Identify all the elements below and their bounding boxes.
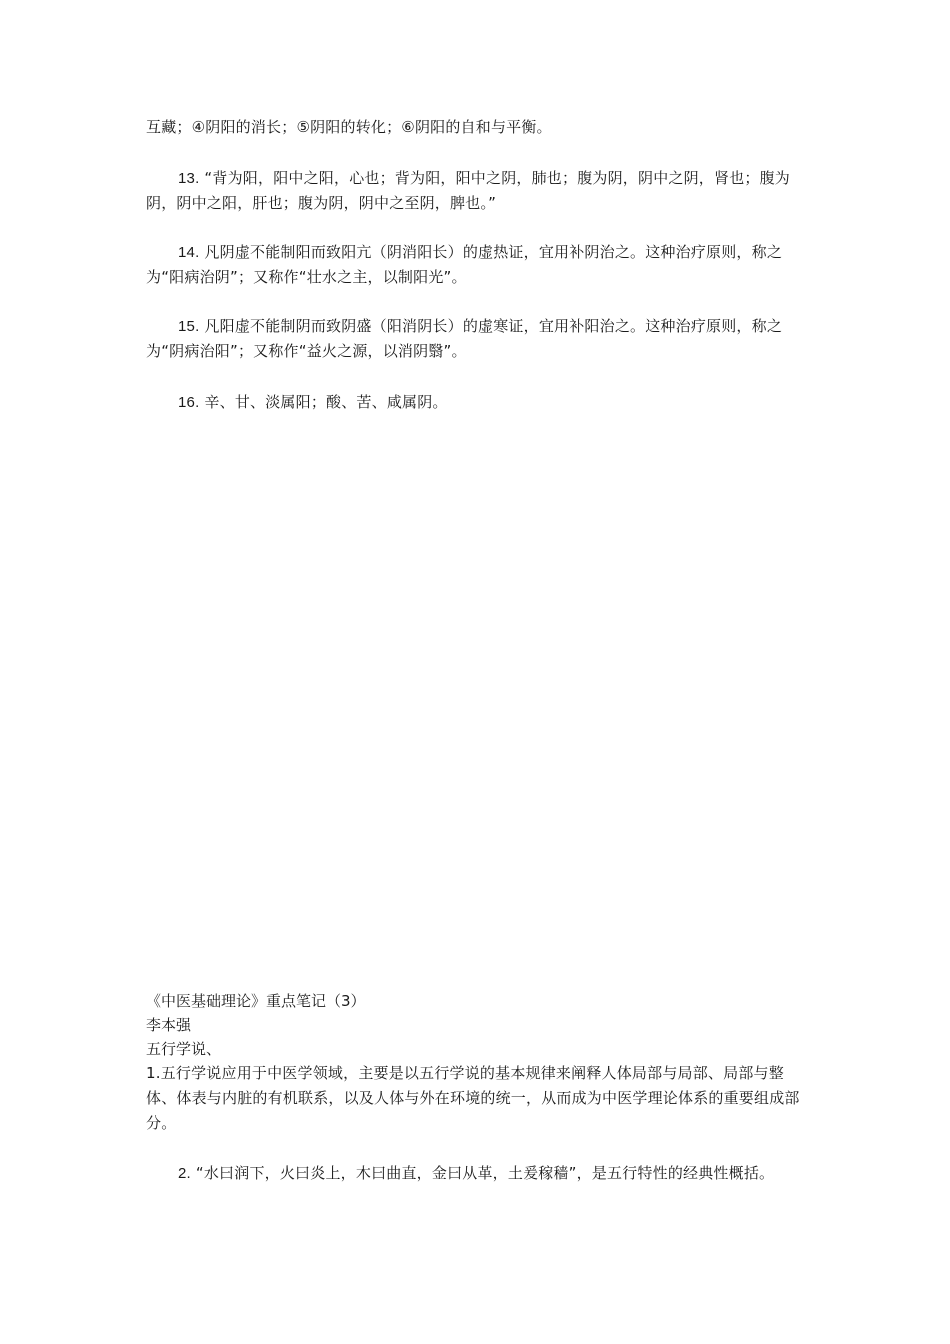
- item-text: 辛、甘、淡属阳；酸、苦、咸属阴。: [204, 393, 448, 411]
- paragraph-16: [146, 390, 810, 415]
- continuation-paragraph: [146, 115, 810, 140]
- item-text: “水曰润下，火曰炎上，木曰曲直，金曰从革，土爰稼穑”，是五行特性的经典性概括。: [195, 1164, 775, 1182]
- paragraph-13: [146, 166, 810, 216]
- paragraph-2: [146, 1161, 810, 1186]
- document-title: 《中医基础理论》重点笔记（3）: [146, 992, 366, 1010]
- paragraph-15: [146, 314, 810, 364]
- item-text: 凡阳虚不能制阴而致阴盛（阳消阴长）的虚寒证，宜用补阳治之。这种治疗原则，称之为“阴病治阳”；又称作“益火之源，以消阴翳”。: [146, 317, 783, 360]
- item-text: “背为阳，阳中之阳，心也；背为阳，阳中之阴，肺也；腹为阴，阴中之阴，肾也；腹为阴，阴中之阳，肝也；腹为阴，阴中之至阴，脾也。”: [146, 169, 790, 212]
- item-number: 14.: [178, 244, 200, 261]
- item-number: 13.: [178, 170, 200, 187]
- author-name: 李本强: [146, 1016, 192, 1034]
- item-text: 1.五行学说应用于中医学领域，主要是以五行学说的基本规律来阐释人体局部与局部、局部与整体、体表与内脏的有机联系，以及人体与外在环境的统一，从而成为中医学理论体系的重要组成部分。: [146, 1064, 800, 1132]
- item-number: 2.: [178, 1165, 191, 1182]
- paragraph-1: [146, 1061, 810, 1136]
- item-number: 16.: [178, 394, 200, 411]
- item-text: 凡阴虚不能制阳而致阳亢（阴消阳长）的虚热证，宜用补阴治之。这种治疗原则，称之为“阳病治阴”；又称作“壮水之主，以制阳光”。: [146, 243, 783, 286]
- continuation-text: 互藏；④阴阳的消长；⑤阴阳的转化；⑥阴阳的自和与平衡。: [146, 118, 552, 136]
- section-heading: 五行学说、: [146, 1040, 222, 1058]
- paragraph-14: [146, 240, 810, 290]
- item-number: 15.: [178, 318, 200, 335]
